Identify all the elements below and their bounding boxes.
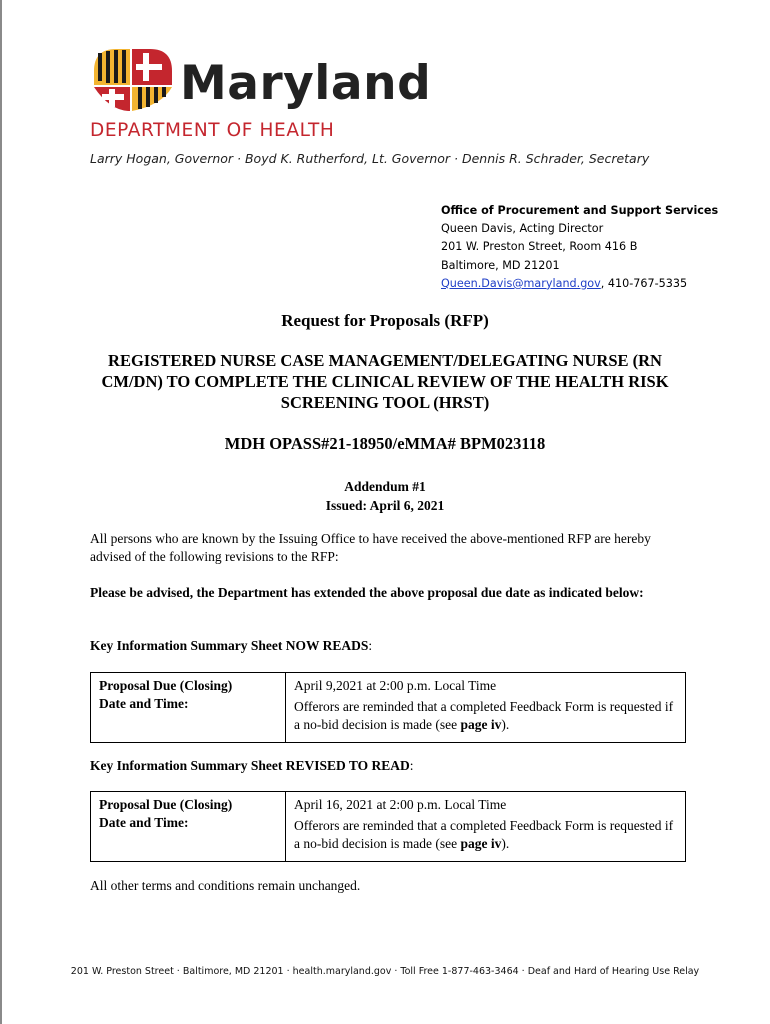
department-name: DEPARTMENT OF HEALTH [90,120,335,141]
table-value-cell [286,792,686,862]
table-label-cell [91,792,286,862]
intro-paragraph: All persons who are known by the Issuing Office to have received the above-mentioned RFP are hereby advised of the following revisions to the RFP: [90,531,651,564]
office-name: Office of Procurement and Support Services [441,204,719,217]
note-end: ). [501,836,510,851]
office-address-block [441,202,741,293]
label-line: Date and Time: [99,815,189,830]
page-reference: page iv [460,717,502,732]
office-street: 201 W. Preston Street, Room 416 B [441,240,638,254]
office-contact: Queen Davis, Acting Director [441,222,604,236]
page-reference: page iv [460,836,502,851]
original-due-date-table [90,672,686,743]
revised-heading [90,757,690,775]
label-line: Proposal Due (Closing) [99,678,233,693]
maryland-wordmark: Maryland [180,56,432,111]
table-value-cell [286,673,686,743]
table-label-cell [91,673,286,743]
office-city: Baltimore, MD 21201 [441,258,560,272]
addendum-block [0,477,770,515]
colon: : [368,638,373,653]
advisory-paragraph: Please be advised, the Department has extended the above proposal due date as indicated below: [90,585,644,600]
feedback-note: Offerors are reminded that a completed Feedback Form is requested if a no-bid decision is made (see [294,699,674,732]
solicitation-number: MDH OPASS#21-18950/eMMA# BPM023118 [224,434,546,453]
due-date-value: April 16, 2021 at 2:00 p.m. Local Time [294,797,507,812]
label-line: Proposal Due (Closing) [99,797,233,812]
now-reads-heading [90,637,690,655]
footer-address: 201 W. Preston Street · Baltimore, MD 21201 · health.maryland.gov · Toll Free 1-877-463-3464 · Deaf and Hard of Hearing Use Relay [70,966,700,977]
office-phone: , 410-767-5335 [600,276,688,290]
office-email-phone [441,275,741,293]
closing-paragraph: All other terms and conditions remain unchanged. [90,878,361,893]
officials-line: Larry Hogan, Governor · Boyd K. Rutherford, Lt. Governor · Dennis R. Schrader, Secretary [90,151,650,166]
rfp-label: Request for Proposals (RFP) [281,311,489,330]
revised-label: Key Information Summary Sheet REVISED TO READ [90,758,410,773]
feedback-note: Offerors are reminded that a completed Feedback Form is requested if a no-bid decision is made (see [294,818,674,851]
label-line: Date and Time: [99,696,189,711]
note-end: ). [501,717,510,732]
rfp-title: REGISTERED NURSE CASE MANAGEMENT/DELEGATING NURSE (RN CM/DN) TO COMPLETE THE CLINICAL REVIEW OF THE HEALTH RISK SCREENING TOOL (HRST) [101,351,669,412]
due-date-value: April 9,2021 at 2:00 p.m. Local Time [294,678,497,693]
table-row [91,673,686,743]
now-reads-label: Key Information Summary Sheet NOW READS [90,638,369,653]
revised-due-date-table [90,791,686,862]
colon: : [409,758,414,773]
table-row [91,792,686,862]
email-link[interactable]: Queen.Davis@maryland.gov [441,276,601,290]
addendum-number: Addendum #1 [344,479,426,494]
flag-heart-icon [90,45,180,115]
issued-date: Issued: April 6, 2021 [325,498,445,513]
